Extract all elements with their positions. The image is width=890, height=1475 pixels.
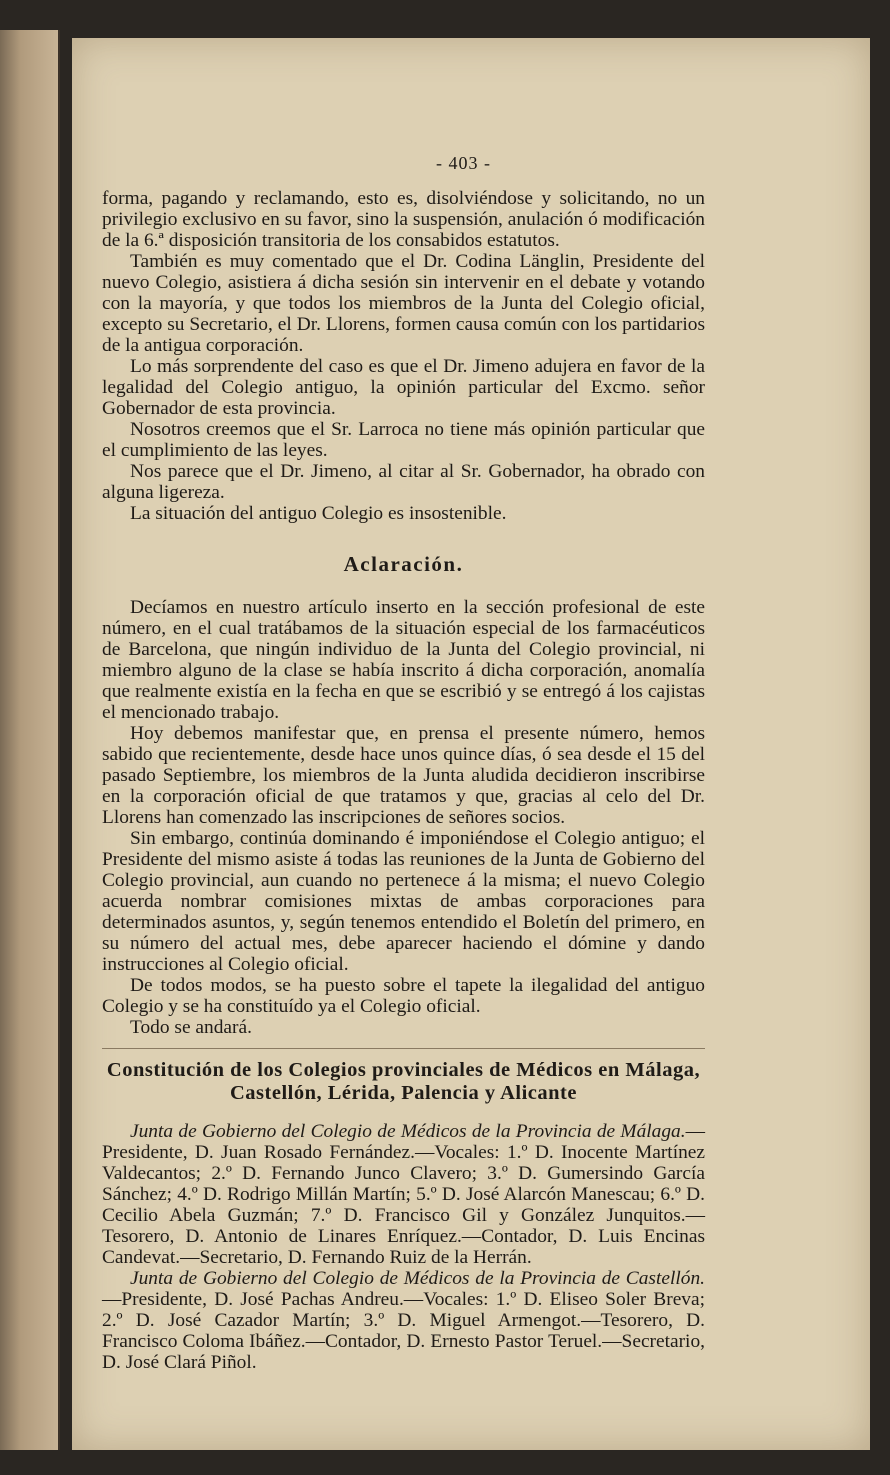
paragraph: forma, pagando y reclamando, esto es, disolviéndose y solicitando, no un privilegio exclusivo en su favor, sino la suspensión, anulación ó modificación de la 6.ª disposición transitoria de los consabidos estatutos. — [102, 188, 705, 251]
paragraph: Decíamos en nuestro artículo inserto en la sección profesional de este número, en el cual tratábamos de la situación especial de los farmacéuticos de Barcelona, que ningún individuo de la Junta del Colegio provincial, ni miembro alguno de la clase se había inscrito á dicha corporación, anomalía que realmente existía en la fecha en que se escribió y se entregó á los cajistas el mencionado trabajo. — [102, 597, 705, 723]
book-page — [72, 38, 870, 1450]
paragraph: Lo más sorprendente del caso es que el Dr. Jimeno adujera en favor de la legalidad del Colegio antiguo, la opinión particular del Excmo. señor Gobernador de esta provincia. — [102, 356, 705, 419]
page-content — [102, 153, 705, 1373]
section-title-constitucion: Constitución de los Colegios provinciales de Médicos en Málaga, Castellón, Lérida, Palencia y Alicante — [106, 1059, 701, 1104]
paragraph: Todo se andará. — [130, 1017, 252, 1038]
section-title-aclaracion: Aclaración. — [343, 552, 464, 576]
paragraph: Nosotros creemos que el Sr. Larroca no tiene más opinión particular que el cumplimiento de las leyes. — [102, 419, 705, 461]
paragraph: Sin embargo, continúa dominando é imponiéndose el Colegio antiguo; el Presidente del mismo asiste á todas las reuniones de la Junta de Gobierno del Colegio provincial, aun cuando no pertenece á la misma; el nuevo Colegio acuerda nombrar comisiones mixtas de ambas corporaciones para determinados asuntos, y, según tenemos entendido el Boletín del primero, en su número del actual mes, debe aparecer haciendo el dómine y dando instrucciones al Colegio oficial. — [102, 828, 705, 975]
paragraph: También es muy comentado que el Dr. Codina Länglin, Presidente del nuevo Colegio, asistiera á dicha sesión sin intervenir en el debate y votando con la mayoría, y que todos los miembros de la Junta del Colegio oficial, excepto su Secretario, el Dr. Llorens, formen causa común con los partidarios de la antigua corporación. — [102, 251, 705, 356]
malaga-body: —Presidente, D. Juan Rosado Fernández.—Vocales: 1.º D. Inocente Martínez Valdecantos; 2.º D. Fernando Junco Clavero; 3.º D. Gumersindo García Sánchez; 4.º D. Rodrigo Millán Martín; 5.º D. José Alarcón Manescau; 6.º D. Cecilio Abela Guzmán; 7.º D. Francisco Gil y González Junquitos.—Tesorero, D. Antonio de Linares Enríquez.—Contador, D. Luis Encinas Candevat.—Secretario, D. Fernando Ruiz de la Herrán. — [102, 1121, 705, 1268]
castellon-heading: Junta de Gobierno del Colegio de Médicos de la Provincia de Castellón. — [130, 1268, 705, 1289]
castellon-body: —Presidente, D. José Pachas Andreu.—Vocales: 1.º D. Eliseo Soler Breva; 2.º D. José Cazador Martín; 3.º D. Miguel Armengot.—Tesorero, D. Francisco Coloma Ibáñez.—Contador, D. Ernesto Pastor Teruel.—Secretario, D. José Clará Piñol. — [102, 1289, 705, 1373]
paragraph-malaga — [102, 1121, 705, 1268]
section-divider — [102, 1048, 705, 1049]
paragraph-castellon — [102, 1268, 705, 1373]
malaga-heading: Junta de Gobierno del Colegio de Médicos de la Provincia de Málaga. — [130, 1121, 686, 1142]
page-number: - 403 - — [436, 153, 491, 173]
facing-page-edge — [0, 30, 60, 1450]
paragraph: Hoy debemos manifestar que, en prensa el presente número, hemos sabido que recientemente, desde hace unos quince días, ó sea desde el 15 del pasado Septiembre, los miembros de la Junta aludida decidieron inscribirse en la corporación oficial de que tratamos y que, gracias al celo del Dr. Llorens han comenzado las inscripciones de señores socios. — [102, 723, 705, 828]
paragraph: La situación del antiguo Colegio es insostenible. — [130, 503, 507, 524]
paragraph: De todos modos, se ha puesto sobre el tapete la ilegalidad del antiguo Colegio y se ha constituído ya el Colegio oficial. — [102, 975, 705, 1017]
paragraph: Nos parece que el Dr. Jimeno, al citar al Sr. Gobernador, ha obrado con alguna ligereza. — [102, 461, 705, 503]
